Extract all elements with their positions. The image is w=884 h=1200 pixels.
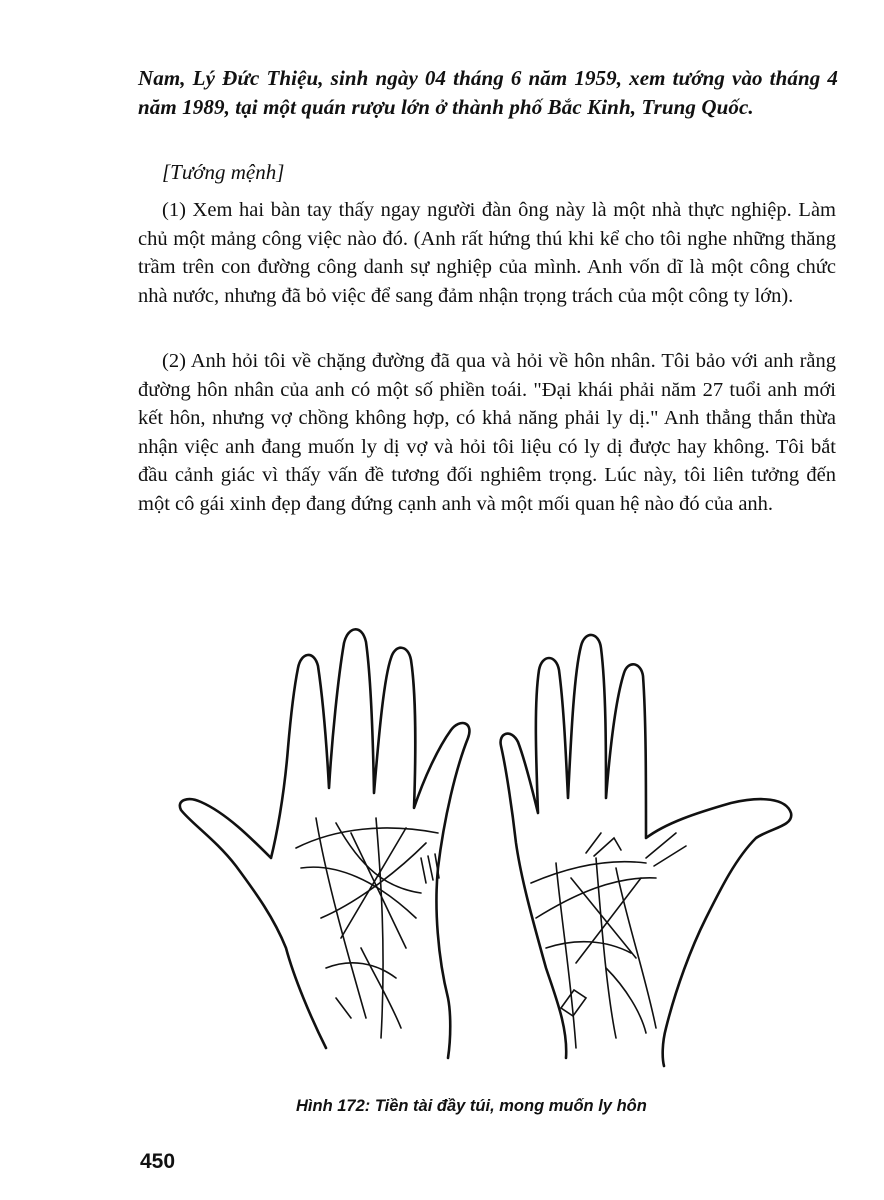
right-hand-outline [501, 635, 792, 1066]
paragraph-2: (2) Anh hỏi tôi về chặng đường đã qua và hỏi về hôn nhân. Tôi bảo với anh rằng đường hôn nhân của anh có một số phiền toái. "Đại khái phải năm 27 tuổi anh mới kết hôn, nhưng vợ chồng không hợp, có khả năng phải ly dị." Anh thẳng thắn thừa nhận việc anh đang muốn ly dị vợ và hỏi tôi liệu có ly dị được hay không. Tôi bắt đầu cảnh giác vì thấy vấn đề tương đối nghiêm trọng. Lúc này, tôi liên tưởng đến một cô gái xinh đẹp đang đứng cạnh anh và một mối quan hệ nào đó của anh. [138, 350, 836, 515]
right-hand [501, 635, 792, 1066]
case-heading: Nam, Lý Đức Thiệu, sinh ngày 04 tháng 6 năm 1959, xem tướng vào tháng 4 năm 1989, tại một quán rượu lớn ở thành phố Bắc Kinh, Trung Quốc. [138, 66, 838, 119]
figure-caption: Hình 172: Tiền tài đầy túi, mong muốn ly hôn [296, 1097, 647, 1115]
palm-drawing [176, 618, 806, 1068]
paragraph-1: (1) Xem hai bàn tay thấy ngay người đàn ông này là một nhà thực nghiệp. Làm chủ một mảng công việc nào đó. (Anh rất hứng thú khi kể cho tôi nghe những thăng trầm trên con đường công danh sự nghiệp của mình. Anh vốn dĩ là một công chức nhà nước, nhưng đã bỏ việc để sang đảm nhận trọng trách của một công ty lớn). [138, 199, 836, 307]
left-hand [180, 629, 470, 1058]
section-tag: [Tướng mệnh] [162, 160, 285, 184]
palm-illustration [176, 618, 806, 1068]
page-number: 450 [140, 1150, 176, 1173]
